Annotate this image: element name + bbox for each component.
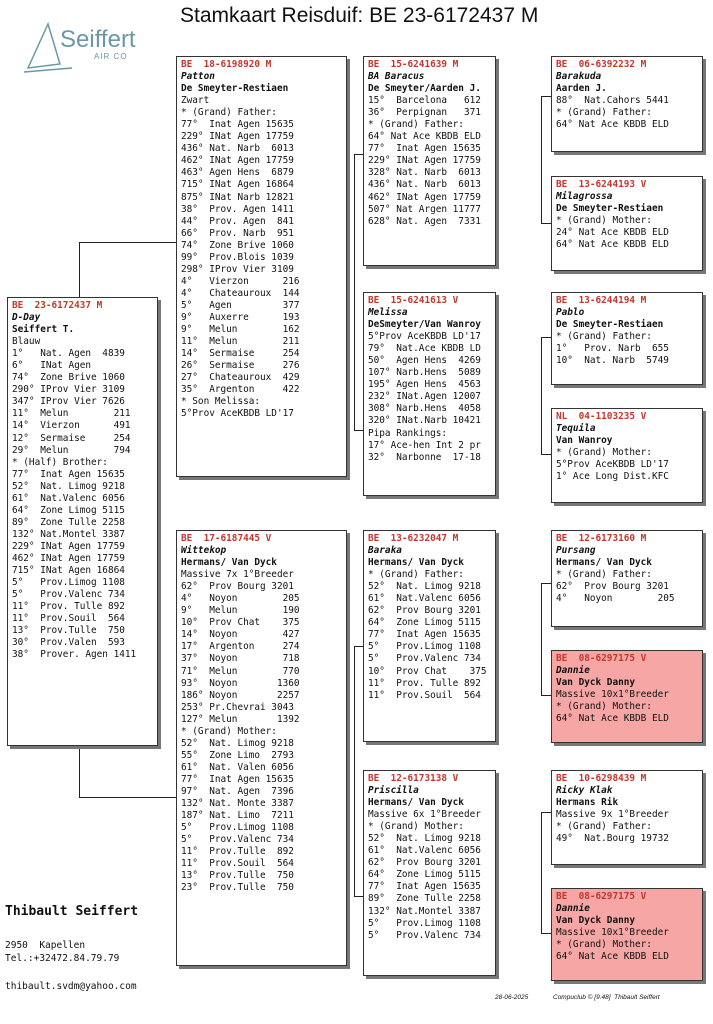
connector-line	[541, 223, 551, 224]
breeder-name: Hermans/ Van Dyck	[368, 557, 464, 569]
result-line: * (Grand) Mother:	[556, 215, 652, 227]
result-line: 5° Prov.Limog 1108	[12, 577, 125, 589]
connector-line	[354, 154, 363, 155]
ring-number: BE 10-6298439 M	[556, 773, 647, 784]
result-line: 229° INat Agen 17759	[368, 155, 481, 167]
result-line: 38° Prover. Agen 1411	[12, 649, 137, 661]
result-line: 5° Prov.Valenc 734	[368, 929, 481, 941]
ring-number: BE 06-6392232 M	[556, 59, 647, 70]
pigeon-name: Wittekop	[181, 545, 227, 557]
result-line: 308° Narb.Hens 4058	[368, 403, 481, 415]
result-line: * (Grand) Father:	[556, 569, 652, 581]
pigeon-name: Patton	[181, 71, 215, 83]
result-line: 26° Sermaise 276	[181, 360, 300, 372]
pigeon-card-fmf[interactable]	[551, 292, 703, 385]
result-line: 61° Nat. Valen 6056	[181, 761, 294, 773]
result-line: 5°Prov AceKBDB LD'17	[181, 408, 294, 420]
pigeon-name: Baraka	[368, 545, 402, 557]
result-line: 11° Prov.Souil 564	[368, 689, 481, 701]
connector-line	[354, 430, 363, 431]
result-line: 61° Nat.Valenc 6056	[368, 593, 481, 605]
result-line: 61° Nat.Valenc 6056	[368, 845, 481, 857]
result-line: 89° Zone Tulle 2258	[368, 893, 481, 905]
result-line: 66° Prov. Narb 951	[181, 227, 294, 239]
result-line: 62° Prov Bourg 3201	[368, 605, 481, 617]
pigeon-card-maternal-grandmother[interactable]	[363, 770, 496, 976]
result-line: Blauw	[12, 336, 41, 348]
ring-number: BE 08-6297175 V	[556, 653, 647, 664]
footer-date: 28-06-2025	[495, 994, 529, 1001]
result-line: 298° IProv Vier 3109	[181, 263, 294, 275]
result-line: 253° Pr.Chevrai 3043	[181, 701, 294, 713]
result-line: 6° INat Agen	[12, 360, 92, 372]
result-line: * (Grand) Mother:	[181, 725, 277, 737]
result-line: 61° Nat.Valenc 6056	[12, 492, 125, 504]
result-line: 88° Nat.Cahors 5441	[556, 95, 669, 107]
result-line: 77° Inat Agen 15635	[368, 629, 481, 641]
result-line: 64° Nat Ace KBDB ELD	[368, 131, 481, 143]
result-line: 62° Prov Bourg 3201	[181, 581, 294, 593]
page-title: Stamkaart Reisduif: BE 23-6172437 M	[180, 4, 539, 27]
pigeon-name: Tequila	[556, 423, 596, 435]
result-line: 875° INat Narb 12821	[181, 191, 294, 203]
pigeon-name: Pablo	[556, 307, 585, 319]
result-line: 10° Nat. Narb 5749	[556, 355, 669, 367]
connector-line	[541, 695, 551, 696]
result-line: 52° Nat. Limog 9218	[12, 480, 125, 492]
result-line: 29° Melun 794	[12, 444, 131, 456]
pigeon-name: Milagrossa	[556, 191, 613, 203]
result-line: 11° Prov.Tulle 892	[181, 846, 294, 858]
result-line: * (Half) Brother:	[12, 456, 108, 468]
result-line: 64° Zone Limog 5115	[12, 504, 125, 516]
breeder-name: Seiffert T.	[12, 324, 75, 336]
result-line: 74° Zone Brive 1060	[181, 239, 294, 251]
result-line: 62° Prov Bourg 3201	[556, 581, 669, 593]
connector-line	[541, 337, 542, 454]
pigeon-card-main[interactable]	[7, 297, 158, 746]
result-line: 64° Nat Ace KBDB ELD	[556, 239, 669, 251]
breeder-name: De Smeyter-Restiaen	[556, 319, 664, 331]
ring-number: BE 17-6187445 V	[181, 533, 272, 544]
result-line: 11° Prov. Tulle 892	[12, 601, 125, 613]
result-line: 436° Nat. Narb 6013	[368, 179, 481, 191]
result-line: 628° Nat. Agen 7331	[368, 215, 481, 227]
result-line: 132° Nat. Monte 3387	[181, 798, 294, 810]
result-line: 5° Prov.Limog 1108	[368, 641, 481, 653]
result-line: 10° Prov Chat 375	[368, 665, 487, 677]
owner-phone: Tel.:+32472.84.79.79	[5, 953, 120, 964]
result-line: 187° Nat. Limo 7211	[181, 810, 294, 822]
result-line: 52° Nat. Limog 9218	[368, 833, 481, 845]
connector-line	[541, 933, 551, 934]
result-line: 290° IProv Vier 3109	[12, 384, 125, 396]
connector-line	[541, 337, 551, 338]
pigeon-card-mother[interactable]	[176, 530, 347, 966]
result-line: 5°Prov AceKBDB LD'17	[368, 331, 481, 343]
connector-line	[541, 812, 542, 933]
breeder-name: DeSmeyter/Van Wanroy	[368, 319, 481, 331]
breeder-name: Van Dyck Danny	[556, 677, 636, 689]
pigeon-name: Melissa	[368, 307, 408, 319]
result-line: 38° Prov. Agen 1411	[181, 203, 294, 215]
result-line: 229° INat Agen 17759	[12, 540, 125, 552]
breeder-name: De Smeyter-Restiaen	[181, 83, 289, 95]
connector-line	[541, 96, 551, 97]
result-line: 15° Barcelona 612	[368, 95, 481, 107]
result-line: 436° Nat. Narb 6013	[181, 143, 294, 155]
result-line: 5° Prov.Valenc 734	[368, 653, 481, 665]
result-line: 77° Inat Agen 15635	[181, 119, 294, 131]
owner-address: 2950 Kapellen	[5, 940, 86, 951]
pigeon-card-fff[interactable]	[551, 56, 703, 152]
pigeon-name: D-Day	[12, 312, 41, 324]
pigeon-card-maternal-grandfather[interactable]	[363, 530, 496, 742]
connector-line	[79, 242, 176, 243]
breeder-name: Hermans/ Van Dyck	[368, 797, 464, 809]
result-line: 17° Argenton 274	[181, 641, 300, 653]
result-line: * (Grand) Mother:	[556, 701, 652, 713]
result-line: 186° Noyon 2257	[181, 689, 300, 701]
result-line: 62° Prov Bourg 3201	[368, 857, 481, 869]
pigeon-card-father[interactable]	[176, 56, 347, 477]
result-line: Massive 7x 1°Breeder	[181, 569, 294, 581]
result-line: 127° Melun 1392	[181, 713, 300, 725]
ring-number: BE 08-6297175 V	[556, 891, 647, 902]
result-line: 507° Nat Argen 11777	[368, 203, 481, 215]
breeder-name: Hermans Rik	[556, 797, 619, 809]
connector-line	[79, 797, 176, 798]
result-line: 11° Melun 211	[181, 336, 300, 348]
result-line: * (Grand) Father:	[181, 107, 277, 119]
pigeon-card-mff[interactable]	[551, 530, 703, 627]
result-line: * (Grand) Father:	[368, 569, 464, 581]
pigeon-card-paternal-grandmother[interactable]	[363, 292, 496, 496]
result-line: 71° Melun 770	[181, 665, 300, 677]
result-line: 64° Nat Ace KBDB ELD	[556, 119, 669, 131]
result-line: 12° Sermaise 254	[12, 432, 131, 444]
result-line: 4° Noyon 205	[181, 593, 300, 605]
pigeon-card-mfm[interactable]	[551, 650, 703, 743]
result-line: 32° Narbonne 17-18	[368, 451, 481, 463]
result-line: 77° Inat Agen 15635	[368, 143, 481, 155]
result-line: 17° Ace-hen Int 2 pr	[368, 439, 481, 451]
result-line: 77° Inat Agen 15635	[12, 468, 125, 480]
pigeon-name: BA Baracus	[368, 71, 425, 83]
result-line: 30° Prov.Valen 593	[12, 637, 125, 649]
connector-line	[354, 646, 363, 647]
breeder-name: Van Dyck Danny	[556, 915, 636, 927]
result-line: 463° Agen Hens 6879	[181, 167, 294, 179]
result-line: 27° Chateauroux 429	[181, 372, 300, 384]
result-line: 89° Zone Tulle 2258	[12, 516, 125, 528]
pigeon-name: Dannie	[556, 665, 590, 677]
breeder-name: Hermans/ Van Dyck	[556, 557, 652, 569]
result-line: 328° Nat. Narb 6013	[368, 167, 481, 179]
result-line: 132° Nat.Montel 3387	[12, 528, 125, 540]
connector-line	[354, 646, 355, 896]
result-line: 64° Zone Limog 5115	[368, 617, 481, 629]
pigeon-card-mmm[interactable]	[551, 888, 703, 981]
result-line: 5° Prov.Limog 1108	[368, 917, 481, 929]
result-line: 44° Prov. Agen 841	[181, 215, 294, 227]
ring-number: BE 15-6241639 M	[368, 59, 459, 70]
breeder-name: Van Wanroy	[556, 435, 613, 447]
result-line: 74° Zone Brive 1060	[12, 372, 125, 384]
result-line: 77° Inat Agen 15635	[181, 773, 294, 785]
result-line: 64° Nat Ace KBDB ELD	[556, 951, 669, 963]
result-line: 64° Nat Ace KBDB ELD	[556, 713, 669, 725]
result-line: 9° Melun 162	[181, 324, 300, 336]
result-line: Massive 6x 1°Breeder	[368, 809, 481, 821]
pigeon-card-mmf[interactable]	[551, 770, 703, 865]
result-line: 5° Prov.Valenc 734	[181, 834, 294, 846]
result-line: 347° IProv Vier 7626	[12, 396, 125, 408]
result-line: 49° Nat.Bourg 19732	[556, 833, 669, 845]
result-line: 715° INat Agen 16864	[12, 565, 125, 577]
result-line: 52° Nat. Limog 9218	[181, 737, 294, 749]
ring-number: BE 13-6244194 M	[556, 295, 647, 306]
result-line: 64° Zone Limog 5115	[368, 869, 481, 881]
result-line: 99° Prov.Blois 1039	[181, 251, 294, 263]
connector-line	[541, 583, 551, 584]
result-line: 11° Melun 211	[12, 408, 131, 420]
connector-line	[354, 154, 355, 430]
pigeon-name: Barakuda	[556, 71, 602, 83]
result-line: Pipa Rankings:	[368, 427, 448, 439]
result-line: 11° Prov. Tulle 892	[368, 677, 481, 689]
result-line: 107° Narb.Hens 5089	[368, 367, 481, 379]
result-line: 52° Nat. Limog 9218	[368, 581, 481, 593]
pigeon-card-paternal-grandfather[interactable]	[363, 56, 496, 266]
result-line: 4° Noyon 205	[556, 593, 675, 605]
result-line: 97° Nat. Agen 7396	[181, 785, 294, 797]
result-line: 24° Nat Ace KBDB ELD	[556, 227, 669, 239]
result-line: Massive 10x1°Breeder	[556, 689, 669, 701]
connector-line	[541, 454, 551, 455]
result-line: 79° Nat.Ace KBDB LD	[368, 343, 481, 355]
ring-number: NL 04-1103235 V	[556, 411, 647, 422]
pigeon-card-fmm[interactable]	[551, 408, 703, 503]
connector-line	[541, 812, 551, 813]
result-line: 4° Vierzon 216	[181, 275, 300, 287]
result-line: 5° Prov.Limog 1108	[181, 822, 294, 834]
owner-name: Thibault Seiffert	[5, 904, 139, 919]
result-line: 10° Prov Chat 375	[181, 617, 300, 629]
logo-subtext: AIR CO	[94, 52, 128, 61]
result-line: 195° Agen Hens 4563	[368, 379, 481, 391]
ring-number: BE 23-6172437 M	[12, 300, 103, 311]
result-line: * (Grand) Mother:	[368, 821, 464, 833]
owner-email[interactable]: thibault.svdm@yahoo.com	[5, 981, 137, 992]
result-line: 23° Prov.Tulle 750	[181, 882, 294, 894]
result-line: 1° Ace Long Dist.KFC	[556, 471, 669, 483]
ring-number: BE 12-6173138 V	[368, 773, 459, 784]
result-line: 462° INat Agen 17759	[368, 191, 481, 203]
ring-number: BE 13-6232047 M	[368, 533, 459, 544]
result-line: 462° INat Agen 17759	[181, 155, 294, 167]
result-line: 9° Melun 190	[181, 605, 300, 617]
pigeon-card-ffm[interactable]	[551, 176, 703, 271]
pigeon-name: Ricky Klak	[556, 785, 613, 797]
result-line: 5° Prov.Valenc 734	[12, 589, 125, 601]
connector-line	[541, 96, 542, 223]
result-line: * (Grand) Father:	[556, 331, 652, 343]
ring-number: BE 13-6244193 V	[556, 179, 647, 190]
result-line: 229° INat Agen 17759	[181, 131, 294, 143]
result-line: 13° Prov.Tulle 750	[181, 870, 294, 882]
result-line: * (Grand) Mother:	[556, 939, 652, 951]
result-line: Zwart	[181, 95, 210, 107]
result-line: 1° Nat. Agen 4839	[12, 348, 125, 360]
result-line: 93° Noyon 1360	[181, 677, 300, 689]
result-line: 14° Vierzon 491	[12, 420, 131, 432]
result-line: 36° Perpignan 371	[368, 107, 481, 119]
result-line: 37° Noyon 718	[181, 653, 300, 665]
result-line: Massive 9x 1°Breeder	[556, 809, 669, 821]
result-line: 77° Inat Agen 15635	[368, 881, 481, 893]
result-line: 715° INat Agen 16864	[181, 179, 294, 191]
result-line: 9° Auxerre 193	[181, 311, 300, 323]
breeder-name: De Smeyter-Restiaen	[556, 203, 664, 215]
connector-line	[354, 896, 363, 897]
result-line: 35° Argenton 422	[181, 384, 300, 396]
result-line: * (Grand) Mother:	[556, 447, 652, 459]
pigeon-name: Pursang	[556, 545, 596, 557]
result-line: 4° Chateauroux 144	[181, 287, 300, 299]
result-line: Massive 10x1°Breeder	[556, 927, 669, 939]
logo-text: Seiffert	[60, 26, 136, 53]
result-line: 462° INat Agen 17759	[12, 552, 125, 564]
result-line: * Son Melissa:	[181, 396, 261, 408]
connector-line	[541, 583, 542, 695]
result-line: 50° Agen Hens 4269	[368, 355, 481, 367]
result-line: 11° Prov.Souil 564	[12, 613, 125, 625]
result-line: * (Grand) Father:	[556, 821, 652, 833]
result-line: 5°Prov AceKBDB LD'17	[556, 459, 669, 471]
result-line: 14° Noyon 427	[181, 629, 300, 641]
ring-number: BE 12-6173160 M	[556, 533, 647, 544]
result-line: 232° INat.Agen 12007	[368, 391, 481, 403]
breeder-name: Aarden J.	[556, 83, 607, 95]
ring-number: BE 15-6241613 V	[368, 295, 459, 306]
result-line: 5° Agen 377	[181, 299, 300, 311]
breeder-name: De Smeyter/Aarden J.	[368, 83, 481, 95]
result-line: 55° Zone Limo 2793	[181, 749, 294, 761]
connector-line	[79, 747, 80, 797]
result-line: 132° Nat.Montel 3387	[368, 905, 481, 917]
footer-software: Compuclub © [9.48] Thibault Seiffert	[553, 994, 660, 1001]
result-line: 14° Sermaise 254	[181, 348, 300, 360]
result-line: 11° Prov.Souil 564	[181, 858, 294, 870]
result-line: * (Grand) Father:	[368, 119, 464, 131]
result-line: 320° INat.Narb 10421	[368, 415, 481, 427]
result-line: 13° Prov.Tulle 750	[12, 625, 125, 637]
pigeon-name: Priscilla	[368, 785, 419, 797]
pigeon-name: Dannie	[556, 903, 590, 915]
ring-number: BE 18-6198920 M	[181, 59, 272, 70]
result-line: * (Grand) Father:	[556, 107, 652, 119]
breeder-name: Hermans/ Van Dyck	[181, 557, 277, 569]
result-line: 1° Prov. Narb 655	[556, 343, 669, 355]
connector-line	[79, 242, 80, 298]
